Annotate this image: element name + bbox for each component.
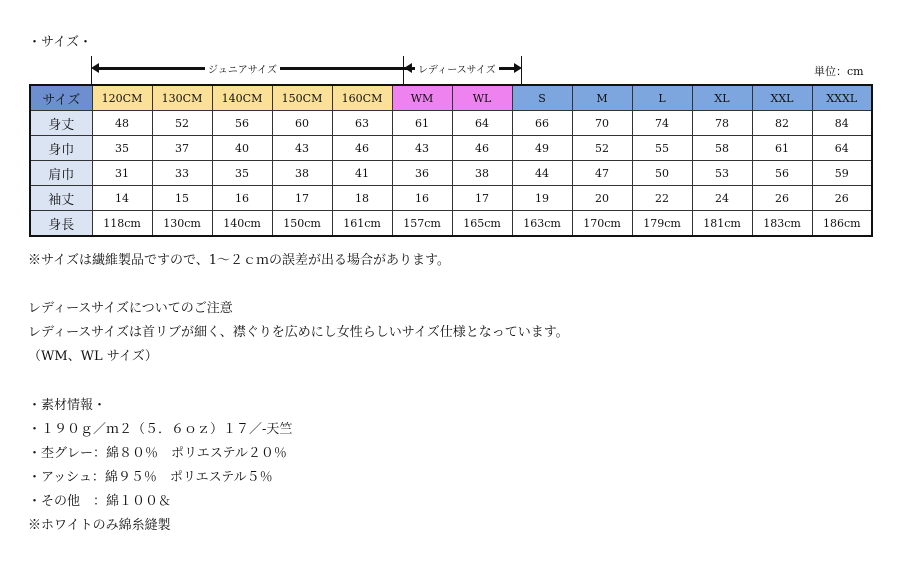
range-divider-left (91, 56, 92, 84)
size-tolerance-note: ※サイズは繊維製品ですので、1～２ｃｍの誤差が出る場合があります。 (28, 253, 450, 268)
table-row (30, 111, 872, 136)
junior-range-left-arrow (91, 63, 99, 73)
ladies-note-title: レディースサイズについてのご注意 (28, 301, 233, 316)
size-header-cell: 160CM (332, 85, 392, 111)
size-header-cell: M (572, 85, 632, 111)
table-cell: 179cm (632, 211, 692, 237)
table-cell: 35 (92, 136, 152, 161)
size-header-row (30, 85, 872, 111)
size-header-cell: XXL (752, 85, 812, 111)
material-other: ・その他 ：綿１００＆ (28, 494, 172, 509)
white-sewing-note: ※ホワイトのみ綿糸縫製 (28, 518, 171, 533)
table-cell: 58 (692, 136, 752, 161)
table-cell: 48 (92, 111, 152, 136)
row-label: 袖丈 (30, 186, 92, 211)
row-label: 身巾 (30, 136, 92, 161)
table-cell: 17 (452, 186, 512, 211)
size-header-corner: サイズ (30, 85, 92, 111)
table-cell: 61 (392, 111, 452, 136)
table-cell: 26 (812, 186, 872, 211)
table-cell: 157cm (392, 211, 452, 237)
table-cell: 140cm (212, 211, 272, 237)
material-ash: ・アッシュ：綿９５％ ポリエステル５％ (28, 470, 273, 485)
table-cell: 33 (152, 161, 212, 186)
table-cell: 26 (752, 186, 812, 211)
junior-range-label: ジュニアサイズ (205, 61, 280, 76)
table-row (30, 161, 872, 186)
table-cell: 16 (392, 186, 452, 211)
material-heading: ・素材情報・ (28, 398, 107, 413)
size-header-cell: XL (692, 85, 752, 111)
table-cell: 165cm (452, 211, 512, 237)
table-cell: 64 (452, 111, 512, 136)
size-header-cell: L (632, 85, 692, 111)
table-cell: 19 (512, 186, 572, 211)
table-cell: 61 (752, 136, 812, 161)
size-header-cell: S (512, 85, 572, 111)
table-cell: 36 (392, 161, 452, 186)
table-cell: 49 (512, 136, 572, 161)
table-cell: 161cm (332, 211, 392, 237)
table-cell: 60 (272, 111, 332, 136)
table-cell: 35 (212, 161, 272, 186)
row-label: 身長 (30, 211, 92, 237)
table-cell: 18 (332, 186, 392, 211)
table-cell: 44 (512, 161, 572, 186)
table-cell: 38 (272, 161, 332, 186)
table-cell: 53 (692, 161, 752, 186)
table-cell: 46 (332, 136, 392, 161)
table-cell: 17 (272, 186, 332, 211)
table-cell: 183cm (752, 211, 812, 237)
size-header-cell: 120CM (92, 85, 152, 111)
row-label: 肩巾 (30, 161, 92, 186)
section-heading-size: ・サイズ・ (28, 35, 92, 50)
table-cell: 56 (752, 161, 812, 186)
table-cell: 22 (632, 186, 692, 211)
table-cell: 74 (632, 111, 692, 136)
size-table (29, 84, 873, 237)
table-cell: 47 (572, 161, 632, 186)
size-header-cell: 150CM (272, 85, 332, 111)
table-cell: 55 (632, 136, 692, 161)
range-divider-right (521, 56, 522, 84)
table-cell: 66 (512, 111, 572, 136)
table-cell: 24 (692, 186, 752, 211)
table-cell: 181cm (692, 211, 752, 237)
table-cell: 170cm (572, 211, 632, 237)
range-divider-middle (403, 56, 404, 84)
size-header-cell: WL (452, 85, 512, 111)
table-cell: 40 (212, 136, 272, 161)
table-cell: 78 (692, 111, 752, 136)
table-cell: 186cm (812, 211, 872, 237)
unit-label: 単位：cm (814, 65, 864, 78)
table-row (30, 186, 872, 211)
table-cell: 84 (812, 111, 872, 136)
table-row (30, 136, 872, 161)
table-cell: 52 (572, 136, 632, 161)
row-label: 身丈 (30, 111, 92, 136)
table-cell: 46 (452, 136, 512, 161)
table-cell: 14 (92, 186, 152, 211)
table-row (30, 211, 872, 237)
table-cell: 38 (452, 161, 512, 186)
table-cell: 20 (572, 186, 632, 211)
table-cell: 37 (152, 136, 212, 161)
table-cell: 82 (752, 111, 812, 136)
table-cell: 15 (152, 186, 212, 211)
table-cell: 64 (812, 136, 872, 161)
table-cell: 118cm (92, 211, 152, 237)
ladies-range-left-arrow (404, 63, 412, 73)
size-header-cell: WM (392, 85, 452, 111)
table-cell: 59 (812, 161, 872, 186)
ladies-note-sizes: （WM、WL サイズ） (28, 349, 158, 364)
table-cell: 41 (332, 161, 392, 186)
material-weight: ・１９０ｇ／ｍ２（５．６ｏｚ）１７／‐天竺 (28, 422, 293, 437)
table-cell: 43 (392, 136, 452, 161)
table-cell: 130cm (152, 211, 212, 237)
table-cell: 163cm (512, 211, 572, 237)
table-cell: 50 (632, 161, 692, 186)
table-cell: 43 (272, 136, 332, 161)
table-cell: 16 (212, 186, 272, 211)
table-cell: 150cm (272, 211, 332, 237)
table-cell: 56 (212, 111, 272, 136)
ladies-range-label: レディースサイズ (415, 61, 499, 76)
table-cell: 63 (332, 111, 392, 136)
size-header-cell: XXXL (812, 85, 872, 111)
size-header-cell: 130CM (152, 85, 212, 111)
ladies-note-body: レディースサイズは首リブが細く、襟ぐりを広めにし女性らしいサイズ仕様となっています。 (28, 325, 569, 340)
size-header-cell: 140CM (212, 85, 272, 111)
material-gray: ・杢グレー：綿８０％ ポリエステル２０％ (28, 446, 287, 461)
table-cell: 70 (572, 111, 632, 136)
table-cell: 31 (92, 161, 152, 186)
table-cell: 52 (152, 111, 212, 136)
